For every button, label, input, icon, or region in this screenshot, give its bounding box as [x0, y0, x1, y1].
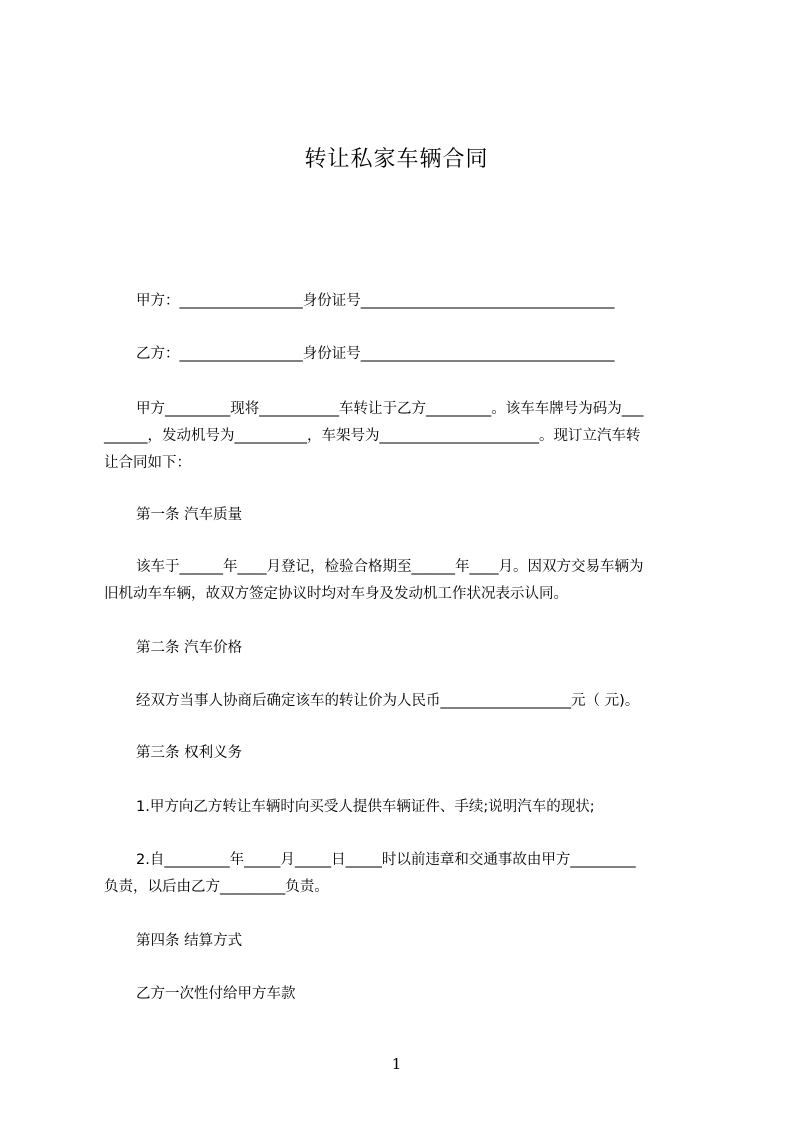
article-3-heading: 第三条 权利义务 [136, 745, 243, 761]
article-1-body-line-2: 旧机动车车辆，故双方签定协议时均对车身及发动机工作状况表示认同。 [104, 586, 568, 602]
article-3-item-2-line-2: 负责，以后由乙方_________负责。 [104, 879, 329, 895]
party-b-line: 乙方：_________________身份证号___________________________________ [136, 346, 615, 362]
party-a-line: 甲方：_________________身份证号___________________________________ [136, 293, 615, 309]
article-2-heading: 第二条 汽车价格 [136, 640, 243, 656]
article-4-body: 乙方一次性付给甲方车款 [136, 986, 296, 1002]
document-title: 转让私家车辆合同 [304, 147, 489, 172]
page-number: 1 [391, 1055, 402, 1073]
intro-paragraph-line-2: ______，发动机号为__________，车架号为______________________。现订立汽车转 [104, 428, 641, 444]
intro-paragraph-line-1: 甲方_________现将___________车转让于乙方_________。该车车牌号为码为___ [136, 401, 644, 417]
article-3-item-2-line-1: 2.自_________年_____月_____日_____时以前违章和交通事故由甲方_________ [136, 852, 636, 868]
article-4-heading: 第四条 结算方式 [136, 933, 243, 949]
article-1-body-line-1: 该车于______年____月登记，检验合格期至______年____月。因双方交易车辆为 [136, 559, 644, 575]
article-2-body: 经双方当事人协商后确定该车的转让价为人民币__________________元（ 元)。 [136, 693, 640, 709]
intro-paragraph-line-3: 让合同如下： [104, 455, 191, 471]
article-3-item-1: 1.甲方向乙方转让车辆时向买受人提供车辆证件、手续;说明汽车的现状; [136, 799, 595, 815]
article-1-heading: 第一条 汽车质量 [136, 507, 243, 523]
